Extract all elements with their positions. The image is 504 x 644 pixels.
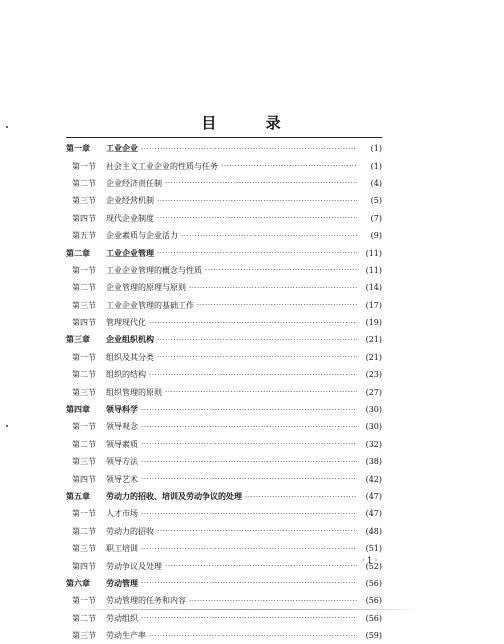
toc-entry-title: 劳动力的招收、培训及劳动争议的处理 xyxy=(106,492,242,501)
toc-section-row xyxy=(66,436,382,453)
toc-entry-title: 企业组织机构 xyxy=(106,335,154,345)
toc-entry-title: 劳动组织 xyxy=(106,613,138,623)
toc-section-row xyxy=(66,210,382,227)
toc-entry-page: (27) xyxy=(365,387,382,397)
dot-leader xyxy=(157,249,357,257)
toc-entry-page: (42) xyxy=(365,474,382,484)
toc-entry-page: (38) xyxy=(365,457,382,467)
dot-leader xyxy=(141,145,357,153)
toc-entry-page: (17) xyxy=(365,300,382,310)
toc-entry-page: (21) xyxy=(365,352,382,362)
toc-entry-page: (11) xyxy=(365,265,382,275)
toc-entry-label: 第一节 xyxy=(72,161,96,171)
toc-section-row xyxy=(66,557,382,574)
toc-section-row xyxy=(66,540,382,557)
toc-entry-title: 工业企业管理 xyxy=(106,248,154,258)
toc-entry-label: 第一节 xyxy=(72,509,96,519)
toc-entry-label: 第二节 xyxy=(72,178,96,188)
toc-section-row xyxy=(66,418,382,435)
toc-entry-page: (5) xyxy=(370,196,382,206)
toc-entry-page: (4) xyxy=(370,178,382,188)
toc-entry-label: 第四章 xyxy=(66,405,90,415)
toc-entry-label: 第二节 xyxy=(72,370,96,380)
toc-entry-title: 管理现代化 xyxy=(106,318,146,328)
toc-chapter-row xyxy=(66,401,382,418)
toc-entry-title: 人才市场 xyxy=(106,509,138,519)
dot-leader xyxy=(245,493,357,501)
toc-entry-page: (1) xyxy=(370,144,382,154)
toc-entry-page: (32) xyxy=(365,439,382,449)
toc-section-row xyxy=(66,314,382,331)
scan-edge-smudge xyxy=(70,609,420,610)
toc-entry-label: 第六章 xyxy=(66,578,90,588)
toc-entry-label: 第五节 xyxy=(72,231,96,241)
dot-leader xyxy=(141,458,357,466)
toc-entry-title: 劳动管理的任务和内容 xyxy=(106,596,186,606)
toc-entry-title: 领导艺术 xyxy=(106,474,138,484)
scan-speck xyxy=(6,425,8,427)
toc-entry-label: 第三节 xyxy=(72,387,96,397)
toc-entry-label: 第一节 xyxy=(72,352,96,362)
toc-entry-page: (47) xyxy=(365,492,382,501)
toc-entry-label: 第四节 xyxy=(72,318,96,328)
toc-section-row xyxy=(66,592,382,609)
dot-leader xyxy=(141,440,357,448)
toc-entry-label: 第一节 xyxy=(72,265,96,275)
toc-entry-label: 第一节 xyxy=(72,596,96,606)
toc-entry-page: (30) xyxy=(365,422,382,432)
dot-leader xyxy=(141,510,357,518)
toc-entry-label: 第一节 xyxy=(72,422,96,432)
toc-chapter-row xyxy=(66,244,382,261)
toc-section-row xyxy=(66,610,382,627)
dot-leader xyxy=(181,232,357,240)
dot-leader xyxy=(189,597,357,605)
toc-entry-page: (30) xyxy=(365,405,382,415)
dot-leader xyxy=(149,371,357,379)
toc-entry-title: 企业经营机制 xyxy=(106,196,154,206)
toc-entry-page: (7) xyxy=(370,213,382,223)
toc-entry-title: 社会主义工业企业的性质与任务 xyxy=(106,161,218,171)
toc-entry-title: 工业企业管理的概念与性质 xyxy=(106,265,202,275)
toc-entry-page: (21) xyxy=(365,335,382,345)
toc-entry-label: 第四节 xyxy=(72,474,96,484)
page-number: · 1 · xyxy=(362,556,378,565)
toc-entry-title: 工业企业 xyxy=(106,144,138,154)
toc-chapter-row xyxy=(66,331,382,348)
dot-leader xyxy=(165,179,357,187)
toc-entry-title: 劳动力的招收 xyxy=(106,526,154,536)
dot-leader xyxy=(157,527,357,535)
toc-section-row xyxy=(66,627,382,644)
toc-entry-label: 第三节 xyxy=(72,300,96,310)
dot-leader xyxy=(141,406,357,414)
toc-entry-page: (14) xyxy=(365,283,382,293)
toc-entry-title: 劳动生产率 xyxy=(106,631,146,641)
toc-entry-label: 第一章 xyxy=(66,144,90,154)
toc-entry-title: 领导观念 xyxy=(106,422,138,432)
toc-entry-title: 劳动管理 xyxy=(106,578,138,588)
toc-entry-page: (56) xyxy=(365,596,382,606)
toc-entry-title: 企业经济责任制 xyxy=(106,178,162,188)
dot-leader xyxy=(205,266,357,274)
toc-entry-page: (48) xyxy=(365,526,382,536)
toc-entry-page: (23) xyxy=(365,370,382,380)
dot-leader xyxy=(157,353,357,361)
toc-entry-title: 企业素质与企业活力 xyxy=(106,231,178,241)
dot-leader xyxy=(141,423,357,431)
page-title: 目 录 xyxy=(201,114,303,132)
toc-entry-label: 第四节 xyxy=(72,213,96,223)
toc-section-row xyxy=(66,279,382,296)
toc-entry-page: (9) xyxy=(370,231,382,241)
dot-leader xyxy=(189,284,357,292)
toc-entry-label: 第三节 xyxy=(72,544,96,554)
toc-entry-title: 领导素质 xyxy=(106,439,138,449)
dot-leader xyxy=(141,545,357,553)
toc-chapter-row xyxy=(66,575,382,592)
toc-chapter-row xyxy=(66,140,382,157)
dot-leader xyxy=(141,614,357,622)
toc-entry-page: (19) xyxy=(365,318,382,328)
toc-entry-title: 劳动争议及处理 xyxy=(106,561,162,571)
toc-entry-page: (51) xyxy=(365,544,382,554)
toc-entry-label: 第二节 xyxy=(72,613,96,623)
toc-entry-label: 第五章 xyxy=(66,492,90,501)
toc-section-row xyxy=(66,470,382,487)
toc-entry-page: (56) xyxy=(365,578,382,588)
toc-entry-label: 第三节 xyxy=(72,631,96,641)
toc-entry-label: 第三节 xyxy=(72,457,96,467)
toc-section-row xyxy=(66,523,382,540)
toc-section-row xyxy=(66,366,382,383)
dot-leader xyxy=(157,197,357,205)
toc-section-row xyxy=(66,192,382,209)
toc-entry-page: (56) xyxy=(365,613,382,623)
toc-entry-title: 现代企业制度 xyxy=(106,213,154,223)
toc-entry-page: (59) xyxy=(365,631,382,641)
toc-entry-title: 领导方法 xyxy=(106,457,138,467)
toc-entry-page: (47) xyxy=(365,509,382,519)
toc-section-row xyxy=(66,227,382,244)
toc-entry-label: 第二节 xyxy=(72,283,96,293)
toc-section-row xyxy=(66,453,382,470)
toc-entry-title: 企业管理的原理与原则 xyxy=(106,283,186,293)
toc-section-row xyxy=(66,262,382,279)
dot-leader xyxy=(141,475,357,483)
toc-entry-label: 第二节 xyxy=(72,526,96,536)
toc-entry-title: 工业企业管理的基础工作 xyxy=(106,300,194,310)
toc-entry-label: 第二节 xyxy=(72,439,96,449)
toc-chapter-row xyxy=(66,488,382,505)
toc-entry-page: (1) xyxy=(370,161,382,171)
toc-section-row xyxy=(66,349,382,366)
dot-leader xyxy=(157,214,357,222)
dot-leader xyxy=(141,579,357,587)
toc-entry-label: 第四节 xyxy=(72,561,96,571)
toc-section-row xyxy=(66,297,382,314)
toc-entry-title: 职工培训 xyxy=(106,544,138,554)
toc-section-row xyxy=(66,505,382,522)
dot-leader xyxy=(165,388,357,396)
toc-entry-page: (11) xyxy=(365,248,382,258)
dot-leader xyxy=(149,319,357,327)
toc-entry-title: 组织管理的原则 xyxy=(106,387,162,397)
toc-entry-label: 第三节 xyxy=(72,196,96,206)
toc-entry-label: 第三章 xyxy=(66,335,90,345)
table-of-contents xyxy=(66,140,382,644)
toc-entry-title: 领导科学 xyxy=(106,405,138,415)
dot-leader xyxy=(221,162,357,170)
toc-entry-page: (52) xyxy=(365,561,382,571)
toc-entry-title: 组织及其分类 xyxy=(106,352,154,362)
scan-speck xyxy=(6,126,8,128)
dot-leader xyxy=(157,336,357,344)
title-rule xyxy=(66,137,382,138)
dot-leader xyxy=(197,301,357,309)
toc-section-row xyxy=(66,157,382,174)
toc-section-row xyxy=(66,383,382,400)
toc-section-row xyxy=(66,175,382,192)
toc-entry-title: 组织的结构 xyxy=(106,370,146,380)
dot-leader xyxy=(165,562,357,570)
toc-entry-label: 第二章 xyxy=(66,248,90,258)
